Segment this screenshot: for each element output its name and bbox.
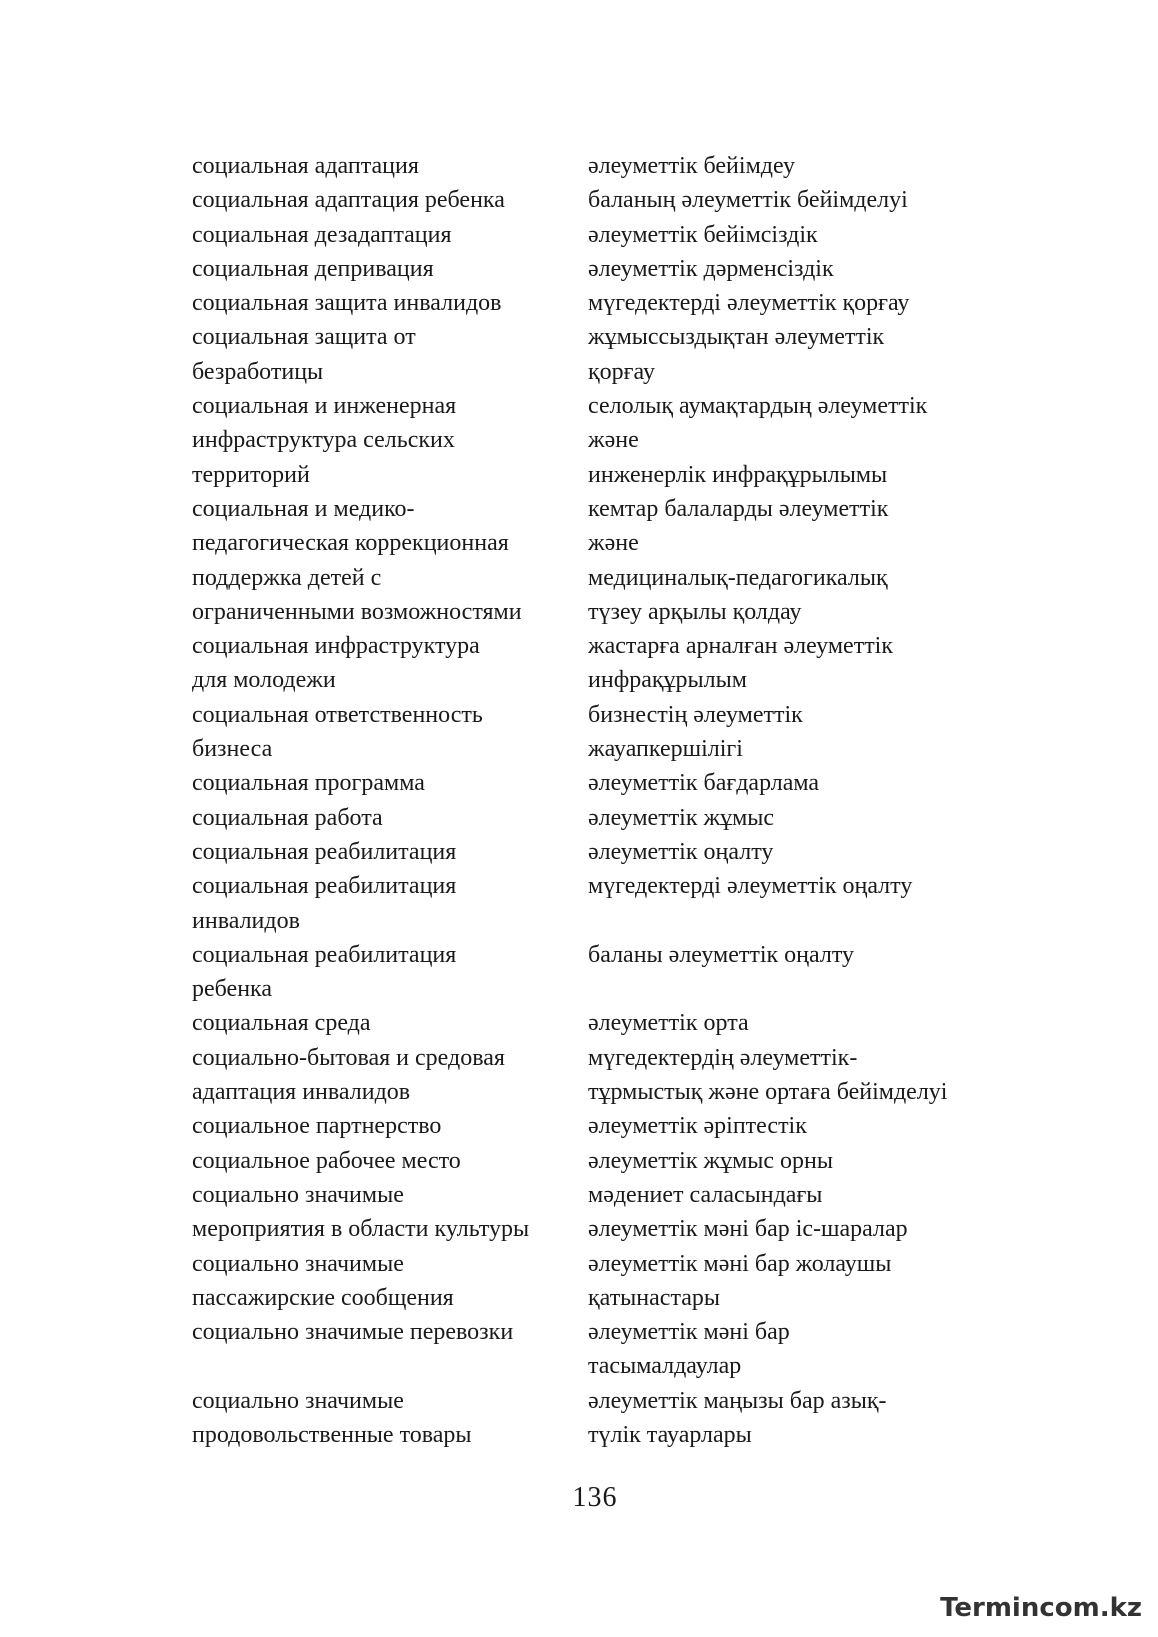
glossary-entry xyxy=(192,938,1012,1007)
term-russian: социальная ответственность бизнеса xyxy=(192,701,483,763)
term-russian: социальная реабилитация ребенка xyxy=(192,941,457,1003)
term-russian: социальная среда xyxy=(192,1010,371,1037)
term-russian: социальная реабилитация xyxy=(192,838,457,865)
term-kazakh: әлеуметтік мәні бар жолаушы қатынастары xyxy=(588,1250,892,1311)
term-kazakh: кемтар балаларды әлеуметтік және медициналық-педагогикалық түзеу арқылы қолдау xyxy=(588,495,889,625)
glossary-entry xyxy=(192,1109,1012,1143)
term-russian: социально-бытовая и средовая адаптация инвалидов xyxy=(192,1044,505,1106)
term-russian: социальная адаптация ребенка xyxy=(192,187,505,214)
glossary-entry xyxy=(192,1247,1012,1316)
watermark xyxy=(940,1593,1142,1623)
term-kazakh: баланы әлеуметтік оңалту xyxy=(588,941,855,968)
glossary-entry xyxy=(192,286,1012,320)
term-kazakh: мәдениет саласындағы әлеуметтік мәні бар іс-шаралар xyxy=(588,1181,908,1243)
term-russian: социальная реабилитация инвалидов xyxy=(192,873,457,934)
term-kazakh: мүгедектердің әлеуметтік- тұрмыстық және ортаға бейімделуі xyxy=(588,1044,948,1106)
glossary-entry xyxy=(192,1384,1012,1453)
term-kazakh: әлеуметтік жұмыс xyxy=(588,804,775,831)
glossary-entry xyxy=(192,1006,1012,1040)
glossary-entry xyxy=(192,1315,1012,1384)
glossary-entry xyxy=(192,801,1012,835)
term-russian: социальная работа xyxy=(192,804,383,831)
term-kazakh: әлеуметтік маңызы бар азық- түлік тауарлары xyxy=(588,1387,887,1448)
term-russian: социальная и медико- педагогическая коррекционная поддержка детей с ограниченными возможностями xyxy=(192,495,522,625)
term-russian: социальная депривация xyxy=(192,255,434,282)
page-number: 136 xyxy=(572,1482,618,1513)
term-kazakh: әлеуметтік дәрменсіздік xyxy=(588,255,834,282)
term-russian: социально значимые продовольственные товары xyxy=(192,1387,472,1448)
glossary-table xyxy=(192,149,1012,1452)
term-kazakh: мүгедектерді әлеуметтік қорғау xyxy=(588,290,910,317)
glossary-entry xyxy=(192,389,1012,492)
term-kazakh: баланың әлеуметтік бейімделуі xyxy=(588,187,908,214)
glossary-entry xyxy=(192,629,1012,698)
term-kazakh: бизнестің әлеуметтік жауапкершілігі xyxy=(588,701,803,763)
term-kazakh: әлеуметтік бейімдеу xyxy=(588,153,796,179)
term-russian: социальная дезадаптация xyxy=(192,221,452,248)
term-russian: социальная и инженерная инфраструктура сельских территорий xyxy=(192,393,457,488)
glossary-entry xyxy=(192,1178,1012,1247)
glossary-entry xyxy=(192,835,1012,869)
term-kazakh: мүгедектерді әлеуметтік оңалту xyxy=(588,873,913,900)
glossary-entry xyxy=(192,183,1012,217)
term-kazakh: әлеуметтік бейімсіздік xyxy=(588,221,818,248)
term-russian: социальная программа xyxy=(192,770,425,797)
term-russian: социальная инфраструктура для молодежи xyxy=(192,633,480,694)
term-russian: социальная адаптация xyxy=(192,153,419,179)
term-russian: социальная защита инвалидов xyxy=(192,290,502,317)
term-kazakh: әлеуметтік орта xyxy=(588,1010,749,1037)
glossary-entry xyxy=(192,766,1012,800)
glossary-entry xyxy=(192,1144,1012,1178)
glossary-entry xyxy=(192,252,1012,286)
glossary-entry xyxy=(192,149,1012,183)
term-russian: социально значимые перевозки xyxy=(192,1319,514,1346)
term-russian: социальная защита от безработицы xyxy=(192,324,416,385)
glossary-entry xyxy=(192,218,1012,252)
glossary-entry xyxy=(192,492,1012,629)
glossary-entry xyxy=(192,869,1012,938)
term-kazakh: жастарға арналған әлеуметтік инфрақұрылым xyxy=(588,633,894,694)
term-russian: социально значимые мероприятия в области культуры xyxy=(192,1181,530,1243)
term-russian: социальное рабочее место xyxy=(192,1147,461,1174)
term-kazakh: жұмыссыздықтан әлеуметтік қорғау xyxy=(588,324,885,385)
term-kazakh: әлеуметтік жұмыс орны xyxy=(588,1147,834,1174)
term-kazakh: әлеуметтік әріптестік xyxy=(588,1113,807,1140)
term-kazakh: әлеуметтік мәні бар тасымалдаулар xyxy=(588,1319,790,1380)
glossary-entry xyxy=(192,698,1012,767)
glossary-entry xyxy=(192,320,1012,389)
watermark-text: Termincom.kz xyxy=(940,1593,1142,1623)
term-kazakh: әлеуметтік бағдарлама xyxy=(588,770,820,797)
glossary-entry xyxy=(192,1041,1012,1110)
term-russian: социальное партнерство xyxy=(192,1113,442,1140)
term-russian: социально значимые пассажирские сообщения xyxy=(192,1250,454,1311)
term-kazakh: селолық аумақтардың әлеуметтік және инженерлік инфрақұрылымы xyxy=(588,393,928,488)
term-kazakh: әлеуметтік оңалту xyxy=(588,838,774,865)
